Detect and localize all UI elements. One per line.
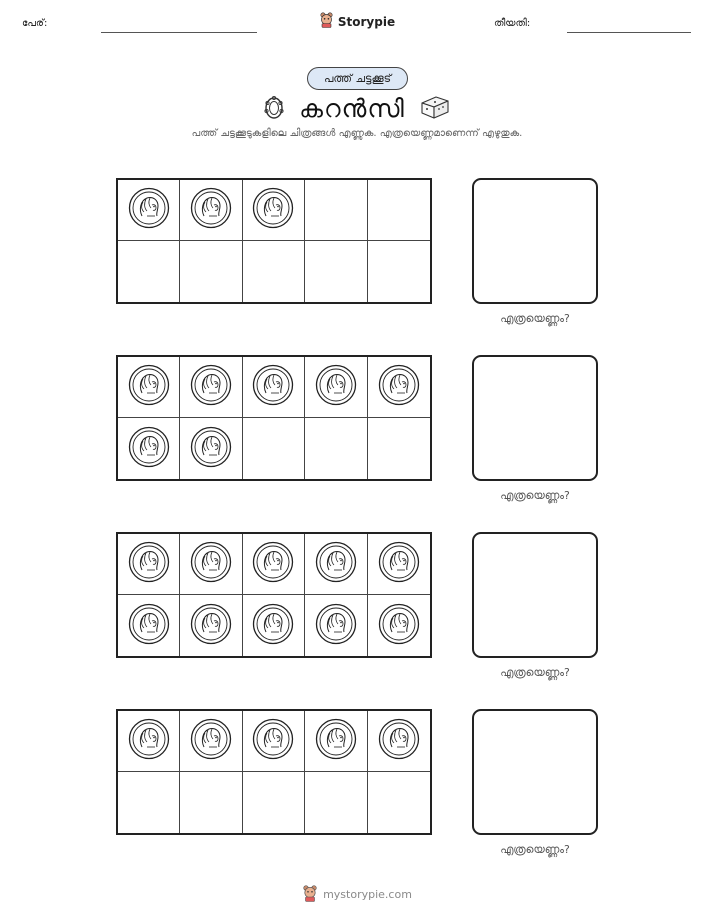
frame-cell [243,418,305,479]
storypie-mascot-icon [302,884,318,905]
lion-coin-icon [128,718,170,764]
lion-coin-icon [252,541,294,587]
answer-box-3[interactable] [472,532,598,658]
frame-cell [368,180,430,241]
frame-cell [118,180,180,241]
brand [0,12,714,32]
answer-box-1[interactable] [472,178,598,304]
dice-icon [419,94,451,124]
frame-cell [118,595,180,656]
topic-pill: പത്ത് ചട്ടക്കൂട് [307,67,408,90]
frame-cell [180,711,242,772]
lion-coin-icon [190,364,232,410]
answer-label-2: എത്രയെണ്ണം? [500,489,570,502]
lion-coin-icon [315,718,357,764]
frame-cell [243,357,305,418]
frame-cell [243,772,305,833]
lion-coin-icon [252,603,294,649]
frame-cell [243,180,305,241]
lion-coin-icon [128,541,170,587]
date-field[interactable] [567,32,691,33]
lion-coin-icon [128,426,170,472]
frame-cell [243,534,305,595]
title-row [0,92,714,126]
frame-cell [368,595,430,656]
lion-coin-icon [315,364,357,410]
frame-cell [180,534,242,595]
frame-cell [368,772,430,833]
frame-cell [368,534,430,595]
brand-name: Storypie [337,15,396,29]
frame-cell [243,241,305,302]
name-label: പേര്: [22,18,48,29]
lion-coin-icon [378,603,420,649]
frame-cell [305,595,367,656]
lion-coin-icon [252,718,294,764]
frame-cell [305,772,367,833]
lion-coin-icon [128,603,170,649]
lion-coin-icon [315,541,357,587]
answer-label-4: എത്രയെണ്ണം? [500,843,570,856]
coin-ring-icon [263,94,285,124]
lion-coin-icon [190,718,232,764]
lion-coin-icon [190,426,232,472]
ten-frame-2 [116,355,432,481]
frame-cell [180,180,242,241]
instructions: പത്ത് ചട്ടക്കൂടുകളിലെ ചിത്രങ്ങൾ എണ്ണുക. എത്രയെണ്ണമാണെന്ന് എഴുതുക. [191,128,523,139]
frame-cell [180,357,242,418]
lion-coin-icon [252,187,294,233]
frame-cell [368,357,430,418]
lion-coin-icon [252,364,294,410]
frame-cell [243,711,305,772]
frame-cell [243,595,305,656]
frame-cell [368,711,430,772]
lion-coin-icon [378,364,420,410]
frame-cell [180,241,242,302]
lion-coin-icon [315,603,357,649]
lion-coin-icon [190,187,232,233]
lion-coin-icon [378,541,420,587]
lion-coin-icon [378,718,420,764]
frame-cell [118,711,180,772]
footer [0,884,714,905]
frame-cell [118,357,180,418]
frame-cell [368,418,430,479]
answer-label-1: എത്രയെണ്ണം? [500,312,570,325]
frame-cell [305,357,367,418]
frame-cell [368,241,430,302]
frame-cell [180,772,242,833]
lion-coin-icon [128,364,170,410]
answer-box-2[interactable] [472,355,598,481]
frame-cell [305,418,367,479]
name-field[interactable] [101,32,257,33]
frame-cell [305,711,367,772]
frame-cell [118,241,180,302]
answer-label-3: എത്രയെണ്ണം? [500,666,570,679]
frame-cell [180,418,242,479]
footer-site: mystorypie.com [323,888,412,901]
lion-coin-icon [190,541,232,587]
frame-cell [305,180,367,241]
ten-frame-1 [116,178,432,304]
ten-frame-4 [116,709,432,835]
frame-cell [180,595,242,656]
page-title: കറൻസി [299,94,405,123]
frame-cell [305,534,367,595]
lion-coin-icon [190,603,232,649]
frame-cell [118,534,180,595]
frame-cell [118,418,180,479]
ten-frame-3 [116,532,432,658]
lion-coin-icon [128,187,170,233]
frame-cell [305,241,367,302]
frame-cell [118,772,180,833]
storypie-logo-icon [319,12,334,32]
answer-box-4[interactable] [472,709,598,835]
date-label: തീയതി: [494,18,531,29]
